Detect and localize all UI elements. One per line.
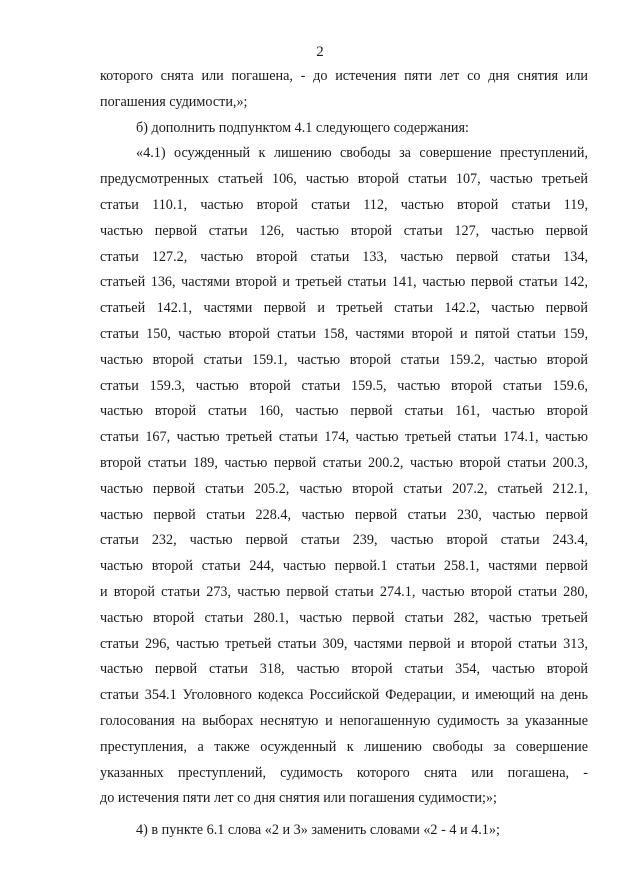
text-line: статьи 167, частью третьей статьи 174, частью третьей статьи 174.1, частью: [100, 429, 588, 446]
text-line: частью первой статьи 318, частью второй статьи 354, частью второй: [100, 661, 588, 678]
page-number: 2: [316, 44, 324, 60]
text-line: голосования на выборах неснятую и непогашенную судимость за указанные: [100, 712, 588, 729]
item-4-text: 4) в пункте 6.1 слова «2 и 3» заменить словами «2 - 4 и 4.1»;: [136, 822, 500, 839]
text-line: статьи 354.1 Уголовного кодекса Российской Федерации, и имеющий на день: [100, 687, 588, 704]
text-line: которого снята или погашена, - до истечения пяти лет со дня снятия или: [100, 68, 588, 84]
text-line: частью второй статьи 244, частью первой.1 статьи 258.1, частями первой: [100, 558, 588, 575]
text-line: преступления, а также осужденный к лишению свободы за совершение: [100, 738, 588, 755]
text-line: статьи 159.3, частью второй статьи 159.5, частью второй статьи 159.6,: [100, 377, 588, 394]
text-line: статьи 127.2, частью второй статьи 133, частью первой статьи 134,: [100, 248, 588, 265]
text-line: частью первой статьи 228.4, частью первой статьи 230, частью первой: [100, 506, 588, 523]
text-line: частью первой статьи 205.2, частью второй статьи 207.2, статьей 212.1,: [100, 480, 588, 497]
text-line: частью второй статьи 280.1, частью первой статьи 282, частью третьей: [100, 609, 588, 626]
text-line: статьи 110.1, частью второй статьи 112, частью второй статьи 119,: [100, 196, 588, 213]
text-line: частью второй статьи 159.1, частью второй статьи 159.2, частью второй: [100, 351, 588, 368]
text-line: статьи 296, частью третьей статьи 309, частями первой и второй статьи 313,: [100, 635, 588, 652]
text-line: статьей 136, частями второй и третьей статьи 141, частью первой статьи 142,: [100, 274, 588, 291]
text-line: до истечения пяти лет со дня снятия или погашения судимости;»;: [100, 790, 497, 807]
text-line: «4.1) осужденный к лишению свободы за совершение преступлений,: [136, 145, 588, 162]
text-line: частью второй статьи 160, частью первой статьи 161, частью второй: [100, 403, 588, 420]
document-body: [100, 64, 588, 844]
text-line: предусмотренных статьей 106, частью второй статьи 107, частью третьей: [100, 171, 588, 188]
text-line: статьи 150, частью второй статьи 158, частями второй и пятой статьи 159,: [100, 325, 588, 342]
text-line: и второй статьи 273, частью первой статьи 274.1, частью второй статьи 280,: [100, 583, 588, 600]
text-line: статьей 142.1, частями первой и третьей статьи 142.2, частью первой: [100, 300, 588, 317]
text-line: указанных преступлений, судимость которого снята или погашена, -: [100, 764, 588, 781]
text-line: статьи 232, частью первой статьи 239, частью второй статьи 243.4,: [100, 532, 588, 549]
text-line: второй статьи 189, частью первой статьи 200.2, частью второй статьи 200.3,: [100, 454, 588, 471]
text-line: частью первой статьи 126, частью второй статьи 127, частью первой: [100, 222, 588, 239]
subitem-b-heading: б) дополнить подпунктом 4.1 следующего содержания:: [136, 119, 469, 136]
text-line: погашения судимости,»;: [100, 93, 248, 110]
